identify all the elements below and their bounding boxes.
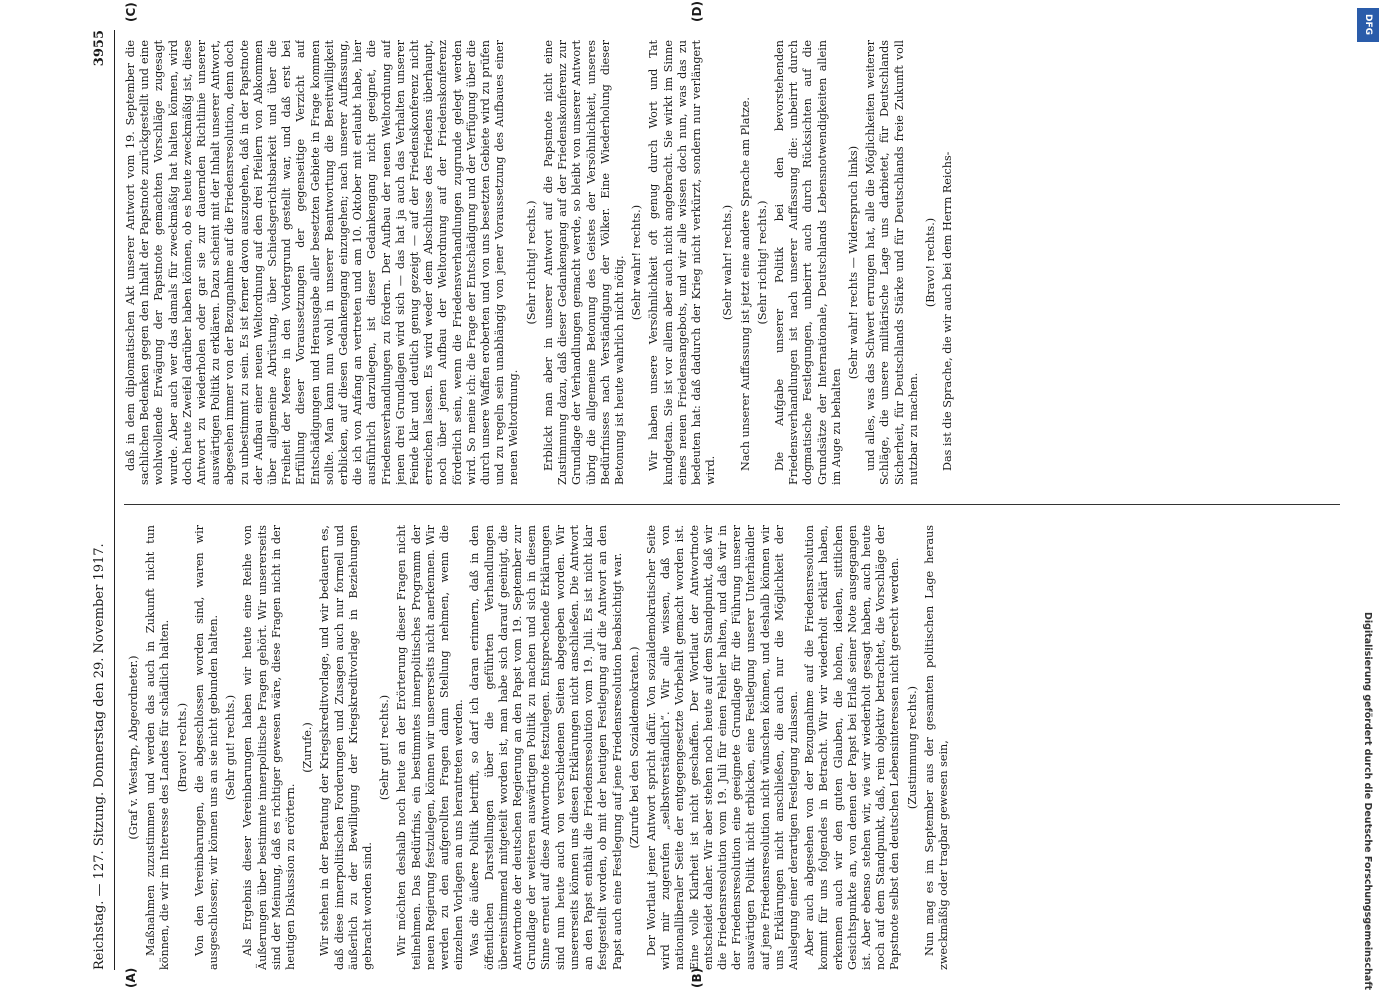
paragraph: Von den Vereinbarungen, die abgeschlossen worden sind, waren wir ausgeschlossen; wir können uns an sie nicht gebunden halten. [192,525,221,970]
interjection: (Bravo! rechts.) [175,702,189,793]
header-rule [114,30,115,970]
paragraph: daß in dem diplomatischen Akt unserer Antwort vom 19. September die sachlichen Bedenken gegen den Inhalt der Papstnote zurückgestellt und eine wohlwollende Erwägung der Papstnote gemachten Vorschläge zugesagt wurde. Aber auch wer das damals für zweckmäßig hat halten können, wird doch heute Zweifel darüber haben können, ob es heute zweckmäßig ist, diese Antwort zu wiederholen oder gar sie zur dauernden Richtlinie unserer auswärtigen Politik zu erklären. Dazu scheint mit der Inhalt unserer Antwort, abgesehen immer von der Bezugnahme auf die Friedensresolution, denn doch zu unbestimmt zu sein. Es ist ferner davon auszugehen, daß in der Papstnote der Aufbau einer neuen Weltordnung auf den drei Pfeilern von Abkommen über allgemeine Abrüstung, über Schiedsgerichtsbarkeit und über die Freiheit der Meere in den Vordergrund gestellt war, und daß erst bei Erfüllung dieser Voraussetzungen der gegenseitige Verzicht auf Entschädigungen und Herausgabe aller besetzten Gebiete in Frage kommen sollte. Man kann nun wohl in unserer Beantwortung die Bereitwilligkeit erblicken, auf diesen Gedankengang einzugehen; nach unserer Auffassung, die ich von Anfang an vertreten und am 10. Oktober mit erlaubt habe, hier ausführlich darzulegen, ist dieser Gedankengang nicht geeignet, die Friedensverhandlungen zu fördern. Der Aufbau der neuen Weltordnung auf jenen drei Grundlagen wird sich — das hat ja auch das Verhalten unserer Feinde klar und deutlich genug gezeigt — auf der Friedenskonferenz nicht erreichen lassen. Es wird weder dem Abschlusse des Friedens überhaupt, noch über jenen Aufbau der Weltordnung auf der Friedenskonferenz förderlich sein, wenn die Friedensverhandlungen zugrunde gelegt werden wird. So meine ich: die Frage der Entschädigung und der Verfügung über die durch unsere Waffen eroberten und von uns besetzten Gebiete wird zu prüfen und zu regeln sein unabhängig von jener Voraussetzung des Aufbaues einer neuen Weltordnung. [124,40,521,485]
header-title: Reichstag. — 127. Sitzung. Donnerstag den 29. November 1917. [92,543,107,970]
interjection: (Sehr gut! rechts.) [378,694,392,801]
margin-label-c: (C) [124,2,138,22]
page-number: 3955 [92,30,107,67]
rotated-page [90,1,1350,988]
interjection: (Sehr wahr! rechts.) [721,204,735,321]
interjection: (Sehr richtig! rechts.) [524,200,538,325]
interjection: (Zurufe.) [301,722,315,773]
column-divider [124,504,1340,505]
interjection: (Sehr wahr! rechts.) [630,204,644,321]
margin-label-d: (D) [690,1,704,22]
interjection: (Sehr wahr! rechts — Widerspruch links) [846,145,860,380]
text-column-right [124,40,1350,485]
paragraph: und alles, was das Schwert errungen hat, alle die Möglichkeiten weiterer Schläge, die unsere militärische Lage uns darbietet, für Deutschlands Sicherheit, für Deutschlands Stärke und für Deutschlands freie Zukunft voll nutzbar zu machen. [864,40,920,485]
margin-label-b: (B) [690,967,704,988]
text-column-left [124,525,1350,970]
paragraph: Nach unserer Auffassung ist jetzt eine andere Sprache am Platze. [738,97,752,471]
paragraph: Als Ergebnis dieser Vereinbarungen haben wir heute eine Reihe von Äußerungen über bestimmte innerpolitische Fragen gehört. Wir unsererseits sind der Meinung, daß es richtiger gewesen wäre, diese Fragen nicht in der heutigen Diskussion zu erörtern. [241,525,298,970]
interjection: (Bravo! rechts.) [923,217,937,308]
interjection: (Zurufe bei den Sozialdemokraten.) [627,646,641,849]
paragraph: Die Aufgabe unserer Politik bei den bevorstehenden Friedensverhandlungen ist nach unserer Auffassung die: unbeirrt durch dogmatische Festlegungen, unbeirrt auch durch Rücksichten auf die Grundsätze der Internationale, Deutschlands Lebensnotwendigkeiten allein im Auge zu behalten [772,40,843,485]
paragraph: Erblickt man aber in unserer Antwort auf die Papstnote nicht eine Zustimmung dazu, daß dieser Gedankengang auf der Friedenskonferenz zur Grundlage der Verhandlungen gemacht werde, so bleibt von unserer Antwort übrig die allgemeine Betonung des Geistes der Versöhnlichkeit, unseres Bedürfnisses nach Verständigung der Völker. Eine Wiederholung dieser Betonung ist heute wahrlich nicht nötig. [541,40,626,485]
paragraph: Das ist die Sprache, die wir auch bei dem Herrn Reichs- [941,151,955,471]
digitization-credit [1357,10,1377,990]
interjection: (Sehr richtig! rechts.) [755,200,769,325]
paragraph: Wir stehen in der Beratung der Kriegskreditvorlage, und wir bedauern es, daß diese innerpolitischen Forderungen und Zusagen auch nur formell und äußerlich zu der Bewilligung der Kriegskreditvorlage in Beziehungen gebracht worden sind. [318,525,375,970]
speaker-line: (Graf v. Westarp, Abgeordneter.) [127,655,140,840]
paragraph: Aber auch abgesehen von der Bezugnahme auf die Friedensresolution kommt für uns folgendes in Betracht. Wir wir wiederholt erklärt haben, erkennen auch wir den guten Glauben, die hohen, idealen, sittlichen Gesichtspunkte an, von denen der Papst bei Erlaß seiner Note ausgegangen ist. Aber ebenso stehen wir, wie wir wiederholt gesagt haben, auch heute noch auf dem Standpunkt, daß, rein objektiv betrachtet, die Vorschläge der Papstnote selbst den deutschen Lebensinteressen nicht gerecht werden. [803,525,902,970]
page-header [90,30,112,970]
paragraph: Wir haben unsere Versöhnlichkeit oft genug durch Wort und Tat kundgetan. Sie ist vor allem aber auch nicht angebracht. Sie wirkt im Sinne eines neuen Friedensangebots, und wir alle wissen doch nun, was das zu bedeuten hat: daß dadurch der Krieg nicht verkürzt, sondern nur verlängert wird. [647,40,718,485]
dfg-logo: DFG [1357,8,1379,42]
paragraph: Wir möchten deshalb noch heute an der Erörterung dieser Fragen nicht teilnehmen. Das Bedürfnis, ein bestimmtes innerpolitisches Programm der neuen Regierung festzulegen, können wir unsererseits nicht anerkennen. Wir werden zu den aufgerollten Fragen dann Stellung nehmen, wenn die einzelnen Vorlagen an uns herantreten werden. [395,525,466,970]
paragraph: Maßnahmen zuzustimmen und werden das auch in Zukunft nicht tun können, die wir im Interesse des Landes für schädlich halten. [144,525,172,970]
margin-label-a: (A) [124,967,138,988]
page-content [90,1,1350,988]
credit-text: Digitalisierung gefördert durch die Deutsche Forschungsgemeinschaft [1362,612,1373,990]
interjection: (Sehr gut! rechts.) [224,694,238,801]
paragraph: Der Wortlaut jener Antwort spricht dafür. Von sozialdemokratischer Seite wird mir zugerufen „selbstverständlich“. Wir alle wissen, daß von nationalliberaler Seite der entgegengesetzte Vorbehalt gemacht worden ist. Eine volle Klarheit ist nicht geschaffen. Der Wortlaut der Antwortnote entscheidet daher. Wir aber stehen noch heute auf dem Standpunkt, daß wir die Friedensresolution vom 19. Juli für einen Fehler halten, und daß wir in der Friedensresolution eine geeignete Grundlage für die Führung unserer auswärtigen Politik nicht erblicken, eine Festlegung unserer Unterhändler auf jene Friedensresolution nicht wünschen können, und deshalb können wir uns Erklärungen nicht anschließen, die auch nur die Möglichkeit der Auslegung einer derartigen Festlegung zulassen. [644,525,800,970]
interjection: (Zustimmung rechts.) [905,685,919,810]
paragraph: Nun mag es im September aus der gesamten politischen Lage heraus zweckmäßig oder tragbar gewesen sein, [922,525,950,970]
paragraph: Was die äußere Politik betrifft, so darf ich daran erinnern, daß in den öffentlichen Darstellungen über die geführten Verhandlungen übereinstimmend mitgeteilt worden ist, man habe sich darauf geeinigt, die Antwortnote der deutschen Regierung an den Papst vom 19. September zur Grundlage der weiteren auswärtigen Politik zu machen und sich in diesem Sinne erneut auf diese Antwortnote festzulegen. Entsprechende Erklärungen sind nun heute auch von verschiedenen Seiten abgegeben worden. Wir unsererseits können uns diesen Erklärungen nicht anschließen. Die Antwort an den Papst enthält die Friedensresolution vom 19. Juli. Es ist nicht klar festgestellt worden, ob mit der heutigen Festlegung auf die Antwort an den Papst auch eine Festlegung auf jene Friedensresolution beabsichtigt war. [468,525,624,970]
